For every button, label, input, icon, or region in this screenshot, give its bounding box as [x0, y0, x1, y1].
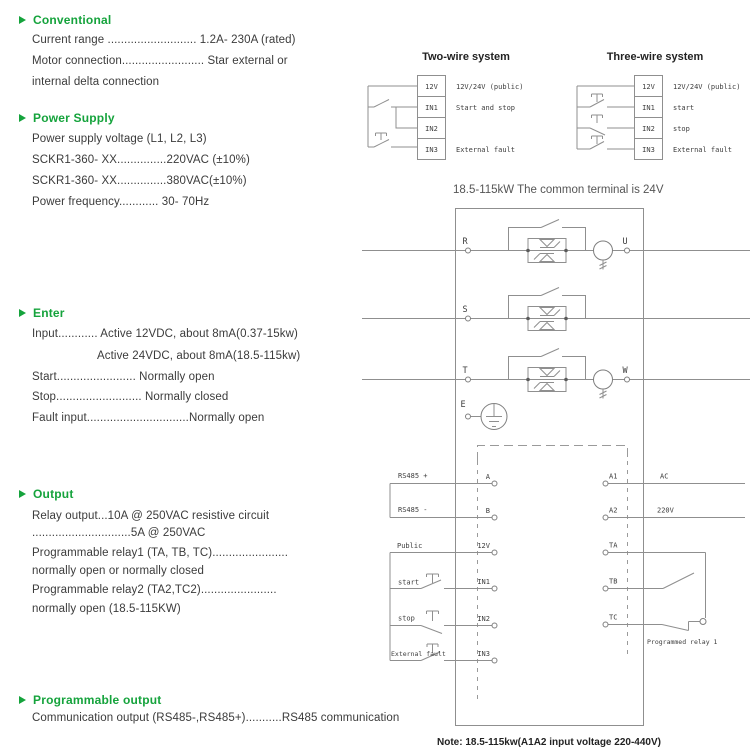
terminal-label: IN3	[425, 146, 438, 154]
terminal-label: IN1	[477, 578, 490, 586]
three-wire-diagram	[577, 51, 740, 160]
diagram-note: Note: 18.5-115kw(A1A2 input voltage 220-440V)	[437, 737, 661, 748]
softstarter-enclosure	[456, 209, 644, 726]
terminal-description: External fault	[456, 146, 516, 154]
spec-line: Programmable relay2 (TA2,TC2).......................	[32, 584, 277, 596]
spec-line: Power supply voltage (L1, L2, L3)	[32, 133, 207, 145]
supply-label-220v: 220V	[657, 506, 674, 515]
phase-label-T: T	[462, 366, 468, 376]
terminal-label: A2	[609, 506, 618, 515]
relay-contact	[662, 573, 700, 631]
terminal-description: 12V/24V (public)	[456, 83, 524, 91]
wire-label: Public	[397, 542, 423, 550]
diagram-caption: 18.5-115kW The common terminal is 24V	[453, 184, 664, 196]
spec-line: Relay output...10A @ 250VAC resistive circuit	[32, 510, 270, 522]
wire-label: stop	[398, 614, 415, 623]
section-title: Output	[33, 487, 74, 501]
phase-label-U: U	[622, 237, 628, 247]
relay-label: Programmed relay 1	[647, 638, 718, 646]
three-wire-title: Three-wire system	[606, 51, 704, 63]
phase-label-S: S	[462, 305, 468, 315]
phase-label-R: R	[462, 237, 468, 247]
two-wire-title: Two-wire system	[422, 51, 510, 63]
current-transformer-R	[594, 241, 613, 270]
current-transformer-T	[594, 370, 613, 399]
left-terminal-circles	[492, 481, 497, 663]
spec-line: Programmable relay1 (TA, TB, TC).......................	[32, 547, 289, 559]
terminal-label: 12V	[642, 83, 655, 91]
terminal-label: IN3	[477, 650, 490, 658]
relay-wires	[608, 484, 745, 625]
spec-line: Start........................ Normally open	[32, 371, 215, 383]
terminal-label: B	[485, 507, 490, 515]
control-wires	[368, 86, 418, 147]
terminal-label: IN1	[642, 104, 655, 112]
terminal-label: TA	[609, 541, 618, 550]
spec-line: Stop.......................... Normally closed	[32, 391, 229, 403]
terminal-label: IN1	[425, 104, 438, 112]
terminal-label: A	[485, 473, 490, 481]
phase-label-W: W	[622, 366, 628, 376]
section-title: Conventional	[33, 13, 112, 27]
wire-label: RS485 -	[398, 506, 428, 514]
spec-line: internal delta connection	[32, 76, 160, 88]
right-terminal-circles	[603, 481, 608, 627]
two-wire-diagram	[368, 51, 523, 160]
section-title: Programmable output	[33, 693, 162, 707]
terminal-description: Start and stop	[456, 104, 516, 112]
internal-bus-top	[478, 446, 628, 462]
control-wires	[577, 86, 635, 149]
switch-blades	[421, 580, 442, 661]
terminal-label: 12V	[477, 542, 490, 550]
wire-label: start	[398, 578, 420, 587]
relay-common-point	[700, 619, 706, 625]
earth-symbol	[471, 404, 508, 430]
section-title: Enter	[33, 306, 65, 320]
wire-label: External fault	[391, 650, 446, 658]
spec-line: ..............................5A @ 250VAC	[32, 527, 206, 539]
spec-line: Fault input...............................Normally open	[32, 412, 265, 424]
terminal-label: IN2	[477, 615, 490, 623]
terminal-label: IN2	[642, 125, 655, 133]
phase-terminal-circles	[466, 248, 630, 419]
supply-label-ac: AC	[660, 472, 669, 481]
spec-line: SCKR1-360- XX...............380VAC(±10%)	[32, 175, 247, 187]
main-circuit-diagram	[362, 184, 750, 748]
spec-line: Power frequency............ 30- 70Hz	[32, 196, 210, 208]
pushbutton-actuator-icon	[376, 133, 387, 140]
spec-line: normally open or normally closed	[32, 565, 204, 577]
spec-line: Input............ Active 12VDC, about 8mA(0.37-15kw)	[32, 328, 298, 340]
terminal-label: TB	[609, 577, 618, 586]
terminal-description: start	[673, 104, 695, 112]
phase-lines	[362, 251, 750, 380]
terminal-description: stop	[673, 125, 690, 133]
spec-line: normally open (18.5-115KW)	[32, 603, 181, 615]
spec-line: Active 24VDC, about 8mA(18.5-115kw)	[97, 350, 301, 362]
terminal-label: TC	[609, 613, 618, 622]
spec-line: Current range ........................... 1.2A- 230A (rated)	[32, 34, 296, 46]
terminal-label: IN3	[642, 146, 655, 154]
spec-line: SCKR1-360- XX...............220VAC (±10%)	[32, 154, 250, 166]
earth-label-E: E	[460, 400, 466, 410]
terminal-description: External fault	[673, 146, 733, 154]
terminal-label: A1	[609, 472, 618, 481]
terminal-label: 12V	[425, 83, 438, 91]
section-title: Power Supply	[33, 111, 115, 125]
terminal-description: 12V/24V (public)	[673, 83, 741, 91]
wire-label: RS485 +	[398, 472, 428, 480]
spec-line: Motor connection......................... Star external or	[32, 55, 288, 67]
terminal-label: IN2	[425, 125, 438, 133]
spec-line: Communication output (RS485-,RS485+)...........RS485 communication	[32, 712, 400, 724]
